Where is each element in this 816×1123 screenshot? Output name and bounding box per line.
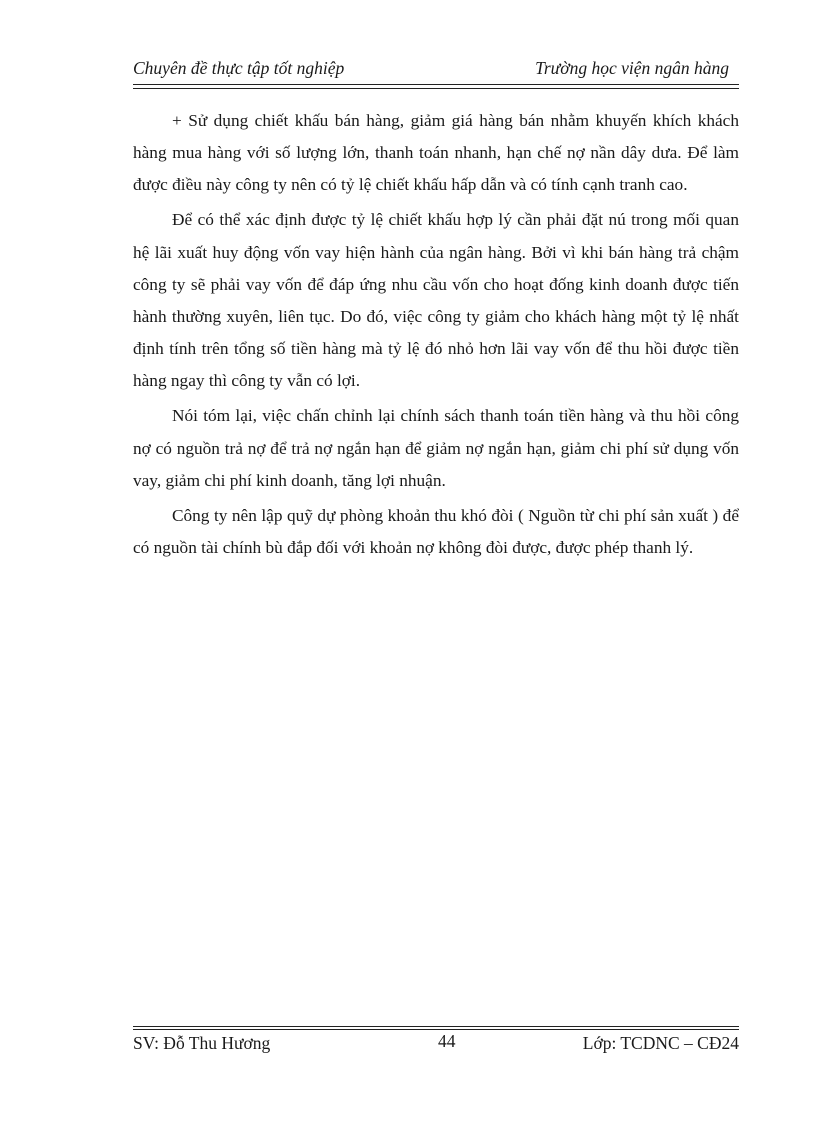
footer-student-name: SV: Đỗ Thu Hương: [133, 1033, 271, 1053]
document-body: [133, 105, 739, 567]
footer-divider: [133, 1026, 739, 1027]
page-footer: [133, 1033, 739, 1057]
header-left-title: Chuyên đề thực tập tốt nghiệp: [133, 58, 345, 78]
paragraph: + Sử dụng chiết khấu bán hàng, giảm giá hàng bán nhằm khuyến khích khách hàng mua hàng với số lượng lớn, thanh toán nhanh, hạn chế nợ nần dây dưa. Để làm được điều này công ty nên có tỷ lệ chiết khấu hấp dẫn và có tính cạnh tranh cao.: [133, 111, 739, 195]
header-divider: [133, 84, 739, 85]
footer-class: Lớp: TCDNC – CĐ24: [582, 1033, 739, 1053]
header-divider-secondary: [133, 88, 739, 89]
header-right-title: Trường học viện ngân hàng: [535, 58, 729, 78]
page-header: [133, 58, 739, 82]
footer-divider-secondary: [133, 1029, 739, 1030]
page-number: 44: [438, 1031, 456, 1051]
paragraph: Nói tóm lại, việc chấn chỉnh lại chính sách thanh toán tiền hàng và thu hồi công nợ có nguồn trả nợ để trả nợ ngắn hạn để giảm nợ ngắn hạn, giảm chi phí sử dụng vốn vay, giảm chi phí kinh doanh, tăng lợi nhuận.: [133, 406, 739, 490]
paragraph: Công ty nên lập quỹ dự phòng khoản thu khó đòi ( Nguồn từ chi phí sản xuất ) để có nguồn tài chính bù đắp đối với khoản nợ không đòi được, được phép thanh lý.: [133, 505, 739, 558]
paragraph: Để có thể xác định được tỷ lệ chiết khấu hợp lý cần phải đặt nú trong mối quan hệ lãi xuất huy động vốn vay hiện hành của ngân hàng. Bởi vì khi bán hàng trả chậm công ty sẽ phải vay vốn để đáp ứng nhu cầu vốn cho hoạt đống kinh doanh được tiến hành thường xuyên, liên tục. Do đó, việc công ty giảm cho khách hàng một tỷ lệ nhất định tính trên tổng số tiền hàng mà tỷ lệ đó nhỏ hơn lãi vay vốn để thu hồi được tiền hàng ngay thì công ty vẫn có lợi.: [133, 210, 739, 391]
